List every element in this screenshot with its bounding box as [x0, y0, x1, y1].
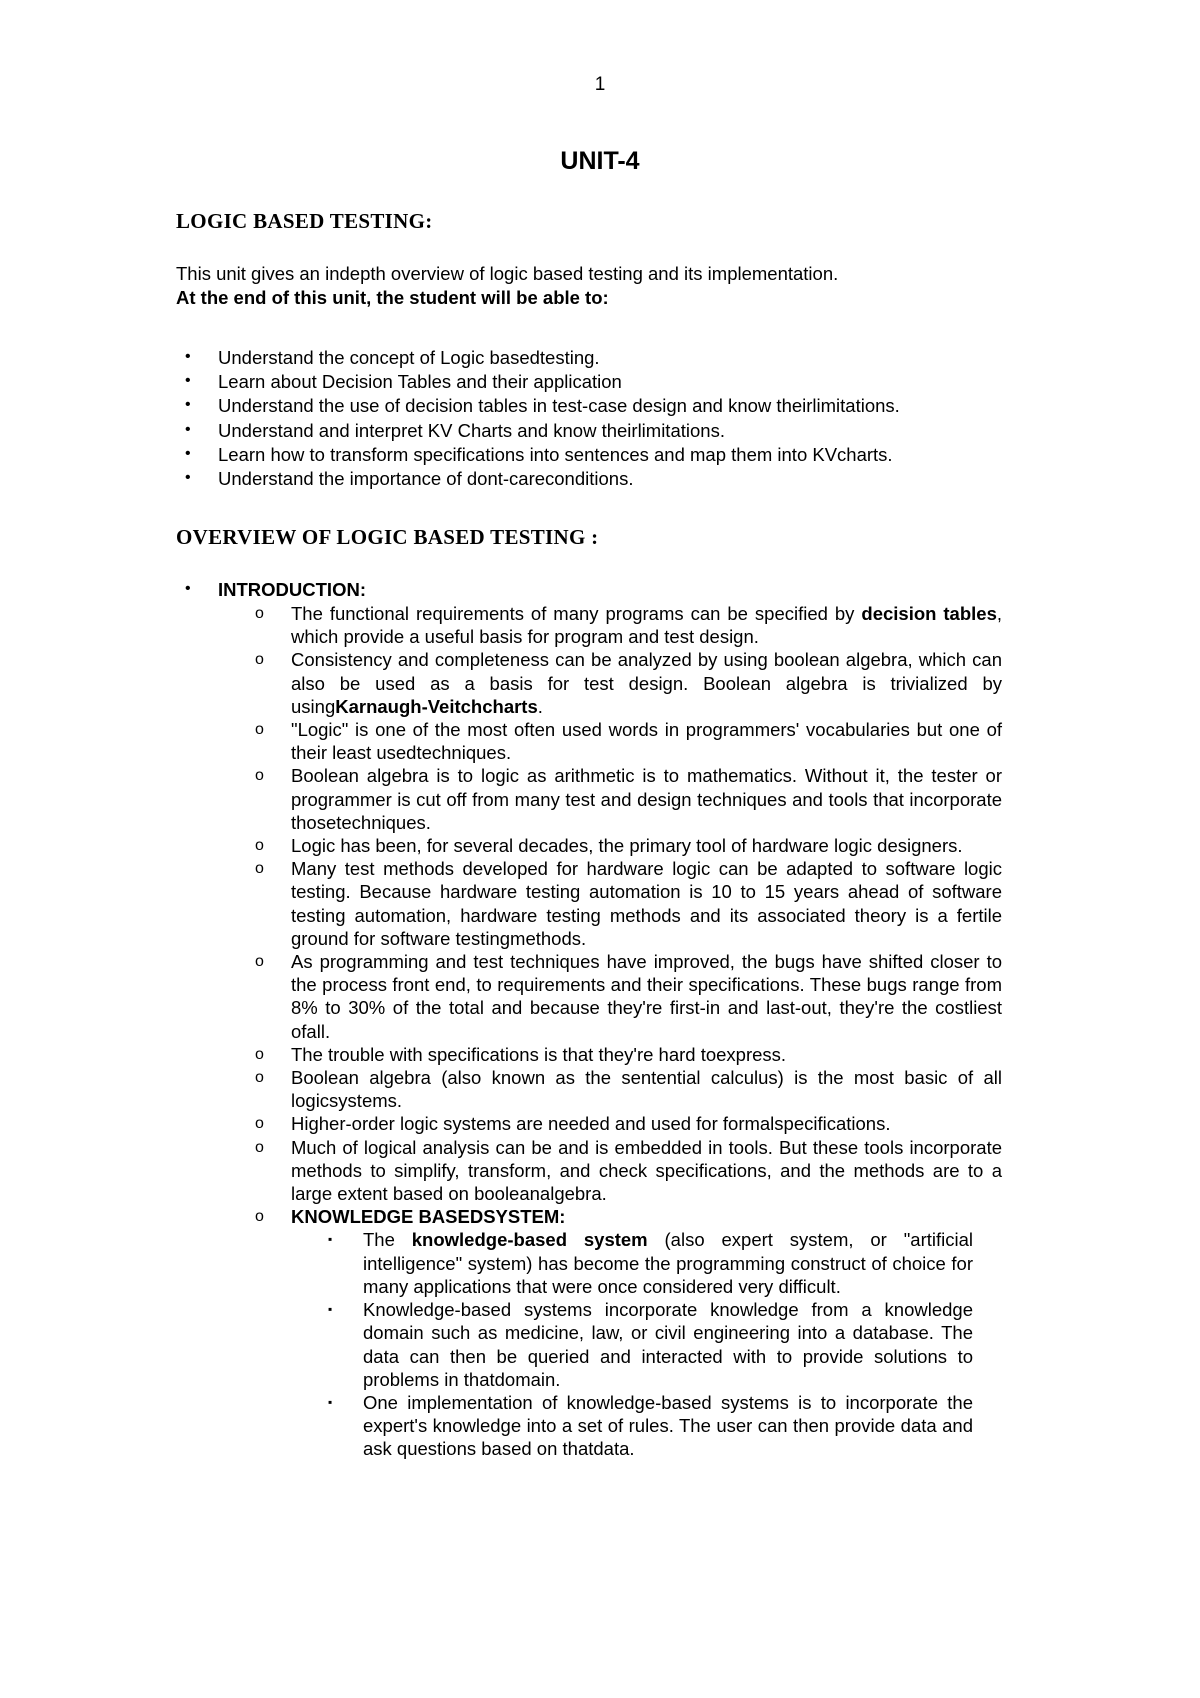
circle-marker-icon: o — [255, 1208, 264, 1226]
list-item — [0, 578, 1200, 602]
knowledge-based-system-list — [0, 1228, 1200, 1460]
learning-outcomes-lead: At the end of this unit, the student will be able to: — [176, 287, 609, 308]
unit-title: UNIT-4 — [560, 147, 640, 175]
bullet-icon: • — [185, 420, 191, 438]
list-item: o Boolean algebra (also known as the sentential calculus) is the most basic of all logicsystems. — [255, 1067, 1002, 1112]
circle-marker-icon: o — [255, 1115, 264, 1133]
circle-marker-icon: o — [255, 605, 264, 622]
circle-marker-icon: o — [255, 651, 264, 669]
knowledge-based-system-term: knowledge-based system — [411, 1229, 648, 1251]
list-item: o Boolean algebra is to logic as arithmetic is to mathematics. Without it, the tester or programmer is cut off from many test and design techniques and tools that incorporate thosetechniques. — [255, 765, 1002, 833]
list-item: o Much of logical analysis can be and is embedded in tools. But these tools incorporate methods to simplify, transform, and check specifications, and the methods are to a large extent based on booleanalgebra. — [255, 1136, 1002, 1205]
list-item: • Understand and interpret KV Charts and know theirlimitations. — [185, 419, 725, 441]
circle-marker-icon: o — [255, 837, 264, 855]
circle-marker-icon: o — [255, 1045, 264, 1063]
introduction-label: INTRODUCTION: — [218, 579, 366, 600]
list-item: • Understand the use of decision tables in test-case design and know theirlimitations. — [185, 395, 900, 417]
square-bullet-icon: ▪ — [328, 1232, 333, 1247]
bullet-icon: • — [185, 348, 191, 365]
circle-marker-icon: o — [255, 1069, 264, 1087]
list-item: o As programming and test techniques have improved, the bugs have shifted closer to the process front end, to requirements and their specifications. These bugs range from 8% to 30% of the total and because they're first-in and last-out, they're the costliest ofall. — [255, 951, 1002, 1042]
section-heading-logic-based-testing: LOGIC BASED TESTING: — [176, 209, 433, 233]
list-item: o Many test methods developed for hardware logic can be adapted to software logic testing. Because hardware testing automation is 10 to 15 years ahead of software testing automation, hardware testing methods and its associated theory is a fertile ground for software testingmethods. — [255, 858, 1002, 949]
introduction-list — [0, 578, 1200, 602]
list-item: • Learn about Decision Tables and their application — [185, 371, 622, 393]
list-item — [0, 1205, 1200, 1228]
list-item: o The trouble with specifications is that they're hard toexpress. — [255, 1043, 787, 1065]
list-item: • Understand the concept of Logic basedtesting. — [185, 347, 600, 368]
intro-paragraph: This unit gives an indepth overview of logic based testing and its implementation. — [176, 263, 839, 284]
list-item: o Logic has been, for several decades, the primary tool of hardware logic designers. — [255, 835, 963, 857]
list-item: ▪ One implementation of knowledge-based systems is to incorporate the expert's knowledge into a set of rules. The user can then provide data and ask questions based on thatdata. — [328, 1391, 973, 1460]
circle-marker-icon: o — [255, 767, 264, 785]
bullet-icon: • — [185, 580, 191, 597]
circle-marker-icon: o — [255, 721, 264, 739]
bullet-icon: • — [185, 468, 191, 486]
section-heading-overview: OVERVIEW OF LOGIC BASED TESTING : — [176, 525, 599, 549]
bullet-icon: • — [185, 444, 191, 462]
page-number: 1 — [594, 74, 606, 95]
list-item: o "Logic" is one of the most often used words in programmers' vocabularies but one of their least usedtechniques. — [255, 719, 1002, 764]
introduction-sub-list — [0, 602, 1200, 1461]
list-item: • Learn how to transform specifications into sentences and map them into KVcharts. — [185, 443, 893, 465]
circle-marker-icon: o — [255, 953, 264, 971]
bullet-icon: • — [185, 396, 191, 414]
list-item: ▪ The knowledge-based system (also expert system, or "artificial intelligence" system) has become the programming construct of choice for many applications that were once considered very difficult. — [328, 1229, 973, 1297]
circle-marker-icon: o — [255, 860, 264, 878]
decision-tables-term: decision tables — [861, 603, 997, 624]
square-bullet-icon: ▪ — [328, 1302, 333, 1317]
knowledge-based-system-label: KNOWLEDGE BASEDSYSTEM: — [291, 1206, 566, 1228]
list-item: • Understand the importance of dont-careconditions. — [185, 467, 634, 489]
karnaugh-veitch-term: Karnaugh-Veitchcharts — [335, 695, 538, 717]
list-item: o Consistency and completeness can be analyzed by using boolean algebra, which can also be used as a basis for test design. Boolean algebra is trivialized by usingKarnaugh-Veitchcharts. — [255, 649, 1002, 717]
objectives-list — [0, 346, 1200, 491]
bullet-icon: • — [185, 372, 191, 390]
list-item: o The functional requirements of many programs can be specified by decision tables, which provide a useful basis for program and test design. — [255, 603, 1003, 648]
square-bullet-icon: ▪ — [328, 1394, 333, 1409]
circle-marker-icon: o — [255, 1138, 264, 1156]
list-item: o Higher-order logic systems are needed and used for formalspecifications. — [255, 1113, 891, 1135]
list-item: ▪ Knowledge-based systems incorporate knowledge from a knowledge domain such as medicine, law, or civil engineering into a database. The data can then be queried and interacted with to provide solutions to problems in thatdomain. — [328, 1299, 973, 1390]
